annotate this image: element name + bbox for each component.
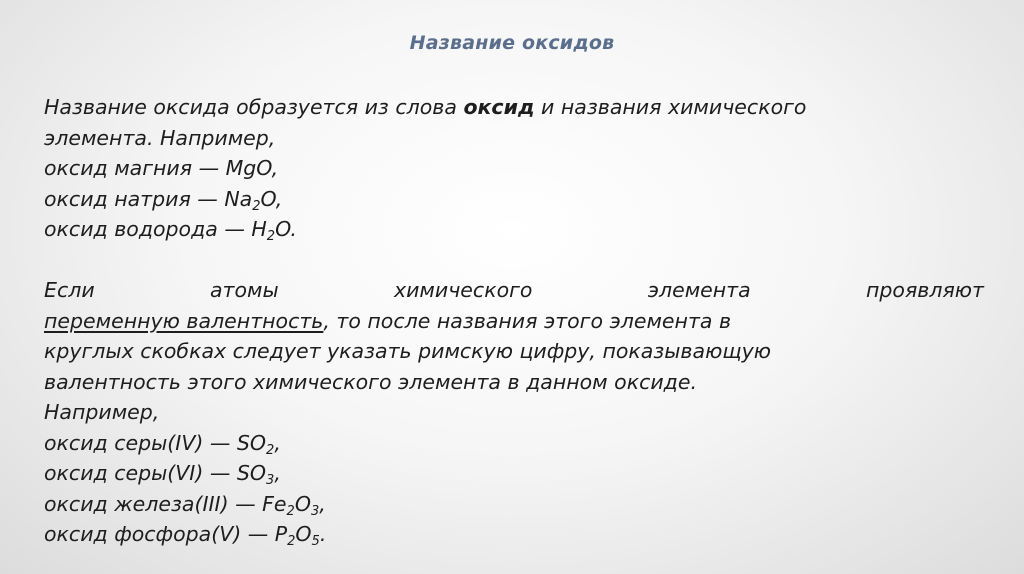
text-span: , то после названия этого элемента в [323, 308, 732, 333]
formula-prefix: оксид натрия — Na [44, 186, 253, 211]
paragraph-2-line-5: Например, [44, 400, 160, 424]
formula-subscript: 3 [266, 473, 275, 488]
formula-suffix: , [274, 430, 281, 455]
example-iron-iii-oxide [44, 489, 984, 520]
formula-subscript: 5 [311, 534, 320, 549]
paragraph-2-line-4: валентность этого химического элемента в данном оксиде. [44, 369, 697, 394]
formula-mid: O [295, 522, 312, 546]
formula-suffix: , [319, 491, 326, 516]
formula-subscript: 3 [310, 503, 320, 519]
formula-suffix: O. [275, 217, 297, 241]
text-span: и названия химического [534, 95, 807, 119]
formula-prefix: оксид фосфора(V) — P [44, 522, 288, 546]
formula-suffix: , [274, 461, 281, 485]
example-hydrogen-oxide [44, 214, 984, 245]
paragraph-2-line-2 [44, 306, 984, 337]
bold-term-oxide: оксид [463, 95, 535, 119]
slide-title: Название оксидов [409, 32, 615, 54]
formula-subscript: 2 [287, 534, 296, 549]
example-magnesium-oxide: оксид магния — MgO, [44, 156, 279, 180]
example-sodium-oxide [44, 184, 984, 215]
example-sulfur-iv-oxide [44, 428, 984, 459]
word: проявляют [865, 278, 984, 302]
formula-mid: O [294, 491, 311, 516]
example-sulfur-vi-oxide [44, 458, 984, 489]
text-span: Название оксида образуется из слова [44, 95, 464, 119]
paragraph-gap [44, 245, 984, 276]
word: Если [44, 278, 95, 302]
example-phosphorus-v-oxide [44, 519, 984, 550]
word: атомы [209, 278, 279, 302]
formula-prefix: оксид водорода — H [44, 217, 267, 241]
word: элемента [647, 278, 751, 302]
formula-prefix: оксид серы(IV) — SO [44, 430, 267, 455]
paragraph-1-line-2: элемента. Например, [44, 125, 276, 150]
formula-subscript: 2 [286, 503, 295, 519]
word: химического [393, 278, 533, 302]
paragraph-1-line-1 [44, 92, 984, 123]
formula-prefix: оксид железа(III) — Fe [44, 491, 287, 516]
formula-prefix: оксид серы(VI) — SO [44, 461, 267, 485]
formula-subscript: 2 [266, 229, 276, 244]
formula-suffix: . [319, 522, 327, 546]
formula-subscript: 2 [252, 198, 261, 214]
paragraph-2-line-3: круглых скобках следует указать римскую цифру, показывающую [44, 339, 772, 363]
slide-body [44, 92, 984, 550]
paragraph-2-line-1 [44, 275, 984, 306]
formula-subscript: 2 [266, 442, 275, 458]
formula-suffix: O, [260, 186, 283, 211]
underlined-term-variable-valence: переменную валентность [44, 308, 324, 333]
